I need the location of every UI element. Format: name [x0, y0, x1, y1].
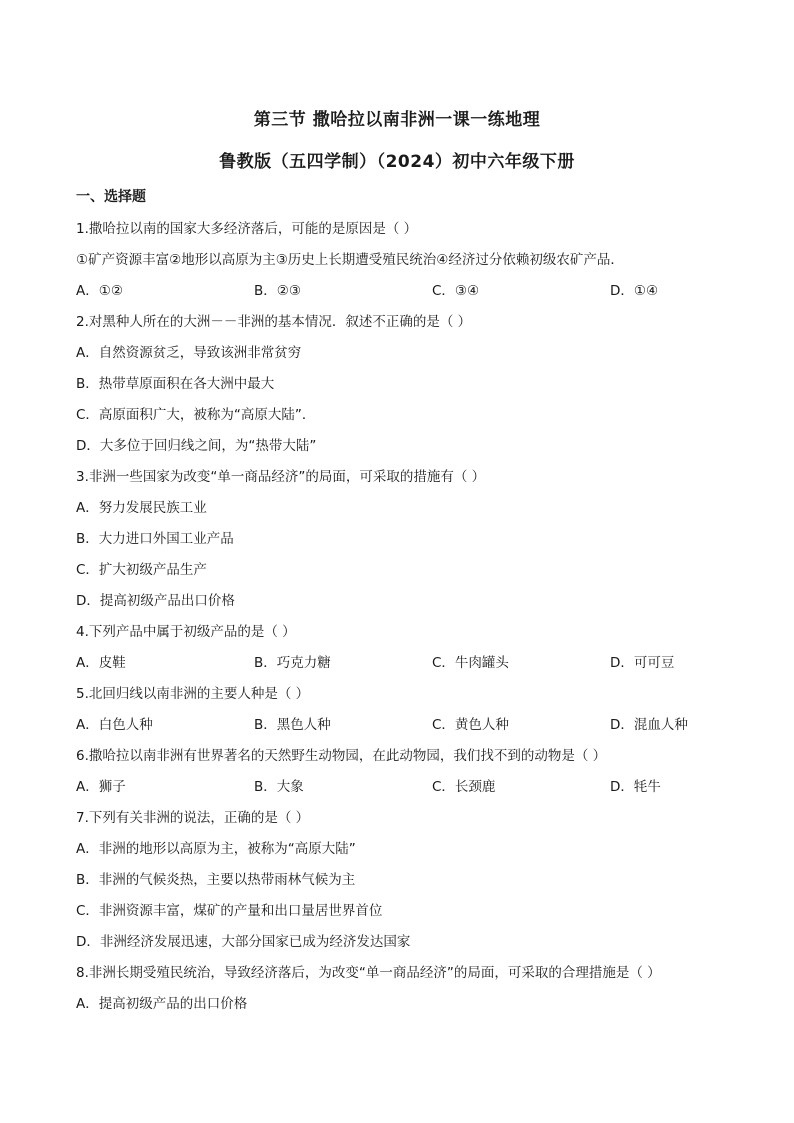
answer-option: C．牛肉罐头: [432, 655, 509, 671]
answer-option: B．大象: [254, 779, 304, 795]
answer-option: A．非洲的地形以高原为主，被称为“高原大陆”: [76, 841, 356, 857]
answer-option: D．混血人种: [610, 717, 688, 733]
question-stem: 1.撒哈拉以南的国家大多经济落后，可能的是原因是（ ）: [76, 221, 418, 237]
question-list: [76, 214, 726, 1020]
answer-option: C．扩大初级产品生产: [76, 562, 207, 578]
answer-option: A．狮子: [76, 779, 126, 795]
answer-option: B．②③: [254, 283, 301, 299]
answer-option: A．自然资源贫乏，导致该洲非常贫穷: [76, 345, 302, 361]
answer-option: C．长颈鹿: [432, 779, 496, 795]
option-row: [76, 772, 726, 803]
question-stem: 4.下列产品中属于初级产品的是（ ）: [76, 624, 296, 640]
question-stem: 3.非洲一些国家为改变“单一商品经济”的局面，可采取的措施有（ ）: [76, 469, 486, 485]
question-stem: 5.北回归线以南非洲的主要人种是（ ）: [76, 686, 310, 702]
answer-option: B．黑色人种: [254, 717, 331, 733]
option-row: [76, 276, 726, 307]
answer-option: C．黄色人种: [432, 717, 509, 733]
option-row: [76, 710, 726, 741]
question-stem: 2.对黑种人所在的大洲－－非洲的基本情况．叙述不正确的是（ ）: [76, 314, 472, 330]
answer-option: C．高原面积广大，被称为“高原大陆”．: [76, 407, 316, 423]
answer-option: D．提高初级产品出口价格: [76, 593, 235, 609]
answer-option: A．皮鞋: [76, 655, 126, 671]
answer-option: B．热带草原面积在各大洲中最大: [76, 376, 275, 392]
answer-option: A．提高初级产品的出口价格: [76, 996, 248, 1012]
answer-option: A．①②: [76, 283, 123, 299]
answer-option: B．大力进口外国工业产品: [76, 531, 234, 547]
section-heading: 一、选择题: [76, 189, 146, 205]
answer-option: A．白色人种: [76, 717, 153, 733]
answer-option: D．可可豆: [610, 655, 675, 671]
answer-option: C．非洲资源丰富，煤矿的产量和出口量居世界首位: [76, 903, 383, 919]
question-statements: ①矿产资源丰富②地形以高原为主③历史上长期遭受殖民统治④经济过分依赖初级农矿产品．: [76, 252, 624, 268]
answer-option: B．巧克力糖: [254, 655, 331, 671]
question-stem: 6.撒哈拉以南非洲有世界著名的天然野生动物园，在此动物园，我们找不到的动物是（ ）: [76, 748, 607, 764]
document-subtitle: 鲁教版（五四学制）（2024）初中六年级下册: [219, 152, 575, 172]
answer-option: B．非洲的气候炎热，主要以热带雨林气候为主: [76, 872, 356, 888]
answer-option: D．①④: [610, 283, 659, 299]
document-title: 第三节 撒哈拉以南非洲一课一练地理: [253, 110, 541, 130]
answer-option: D．牦牛: [610, 779, 661, 795]
question-stem: 8.非洲长期受殖民统治，导致经济落后，为改变“单一商品经济”的局面，可采取的合理措施是（ ）: [76, 965, 661, 981]
answer-option: A．努力发展民族工业: [76, 500, 207, 516]
answer-option: D．非洲经济发展迅速，大部分国家已成为经济发达国家: [76, 934, 411, 950]
question-stem: 7.下列有关非洲的说法，正确的是（ ）: [76, 810, 310, 826]
option-row: [76, 648, 726, 679]
answer-option: C．③④: [432, 283, 480, 299]
answer-option: D．大多位于回归线之间，为“热带大陆”: [76, 438, 317, 454]
